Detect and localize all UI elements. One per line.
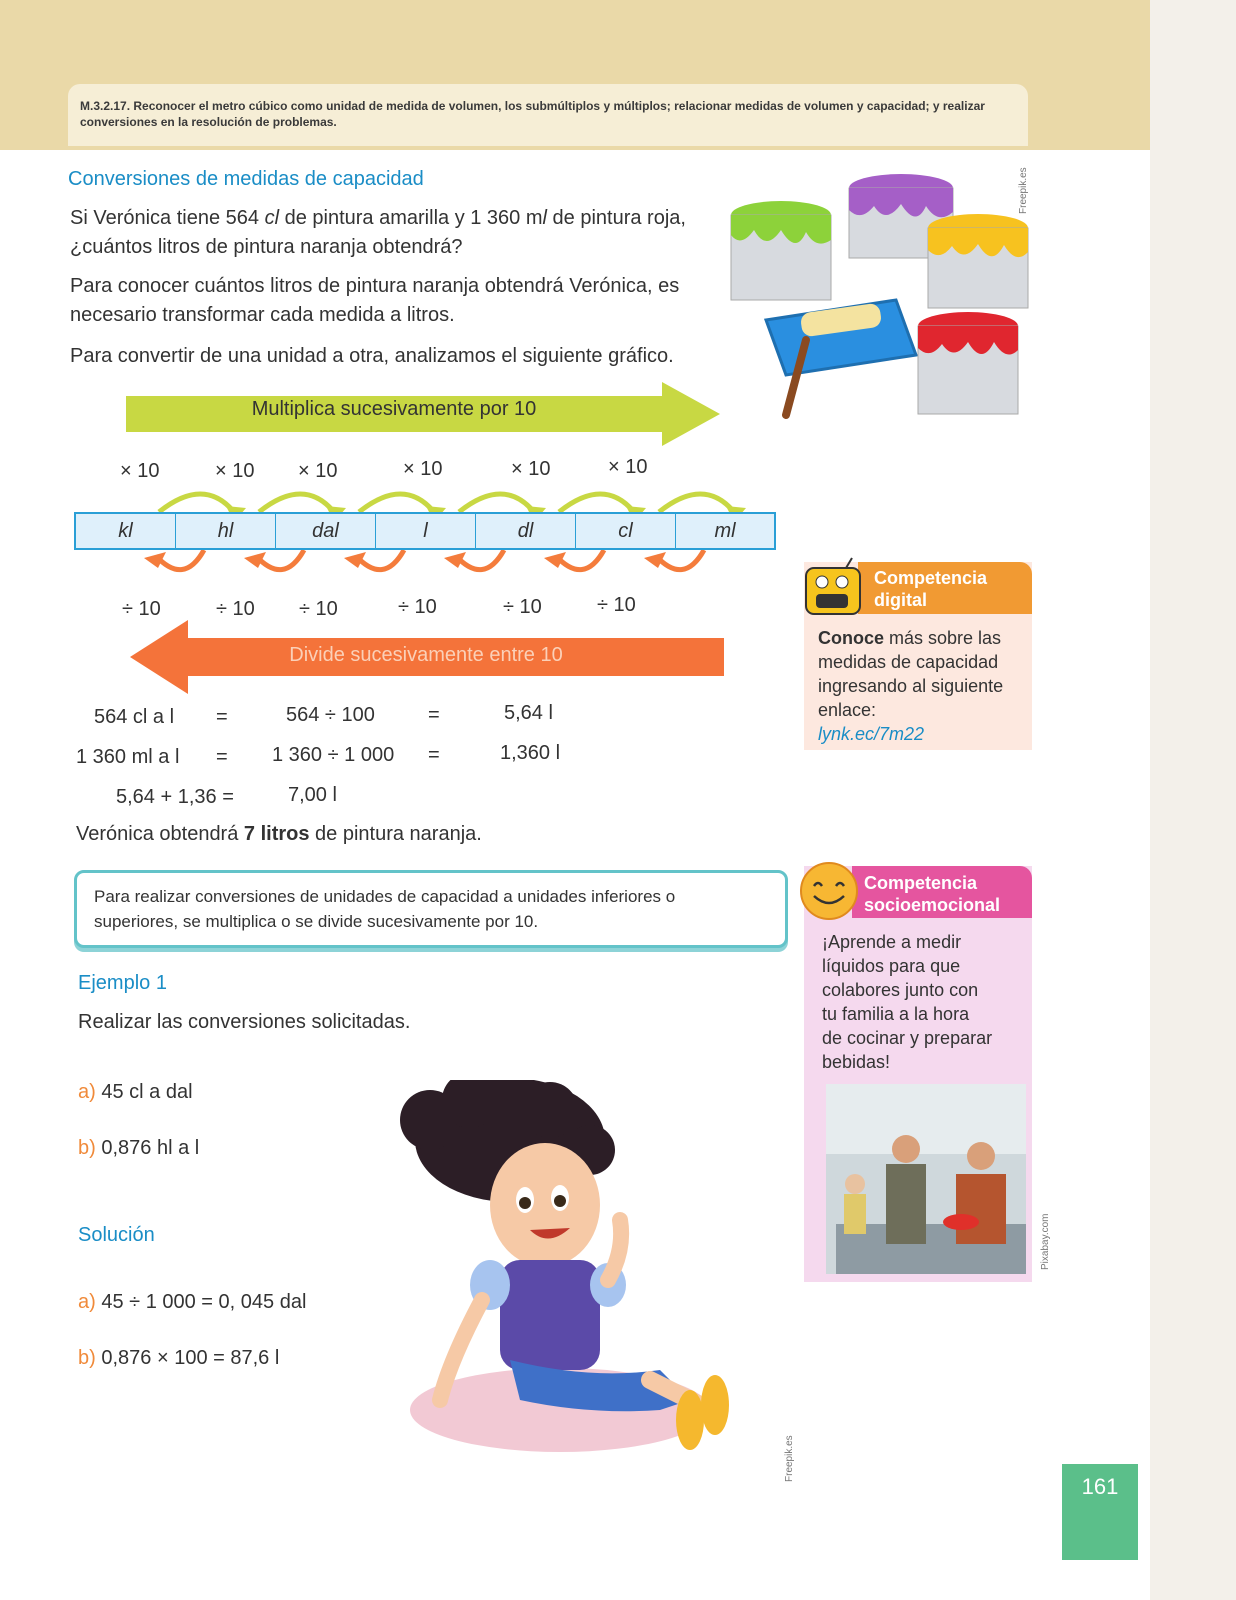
green-bucket bbox=[731, 201, 831, 300]
times-label: × 10 bbox=[298, 460, 338, 482]
socioemotional-text: ¡Aprende a medir líquidos para que colabores junto con tu familia a la hora de cocinar y preparar bebidas! bbox=[822, 932, 993, 1072]
robot-icon bbox=[802, 556, 864, 620]
times-label: × 10 bbox=[215, 460, 255, 482]
example-item-a: a) 45 cl a dal bbox=[78, 1081, 193, 1103]
calc-2-eq: = bbox=[216, 746, 228, 768]
smiley-icon bbox=[798, 860, 860, 922]
credit-girl: Freepik.es bbox=[784, 1435, 795, 1482]
calc-2-op: 1 360 ÷ 1 000 bbox=[272, 744, 395, 766]
example-item-b: b) 0,876 hl a l bbox=[78, 1137, 200, 1159]
unit-cell: cl bbox=[576, 514, 676, 548]
result-sentence: Verónica obtendrá 7 litros de pintura naranja. bbox=[76, 823, 482, 845]
times-label: × 10 bbox=[403, 458, 443, 480]
digital-title: Competencia digital bbox=[874, 568, 988, 610]
unit-cell: dal bbox=[276, 514, 376, 548]
yellow-bucket bbox=[928, 214, 1028, 308]
calc-1-eq2: = bbox=[428, 704, 440, 726]
rule-text: Para realizar conversiones de unidades de capacidad a unidades inferiores o superiores, se multiplica o se divide sucesivamente por 10. bbox=[94, 887, 676, 931]
example-title: Ejemplo 1 bbox=[78, 972, 167, 994]
solution-b: b) 0,876 × 100 = 87,6 l bbox=[78, 1347, 280, 1369]
socioemotional-title: Competencia socioemocional bbox=[864, 873, 1001, 915]
red-bucket bbox=[918, 312, 1018, 414]
girl-illustration bbox=[390, 1080, 750, 1470]
unit-cell: hl bbox=[176, 514, 276, 548]
unit-cell: l bbox=[376, 514, 476, 548]
unit-cell: ml bbox=[714, 519, 736, 542]
divide-label: ÷ 10 bbox=[503, 596, 542, 618]
credit-paint: Freepik.es bbox=[1018, 167, 1029, 214]
digital-text: Conoce más sobre las medidas de capacidad ingresando al siguiente enlace: lynk.ec/7m22 bbox=[818, 628, 1004, 744]
unit-strip bbox=[74, 512, 776, 550]
calc-1-op: 564 ÷ 100 bbox=[286, 704, 375, 726]
family-kitchen-photo bbox=[826, 1084, 1026, 1274]
solution-a: a) 45 ÷ 1 000 = 0, 045 dal bbox=[78, 1291, 307, 1313]
divide-label: ÷ 10 bbox=[299, 598, 338, 620]
solution-title: Solución bbox=[78, 1224, 155, 1246]
divide-label: ÷ 10 bbox=[122, 598, 161, 620]
example-instruction: Realizar las conversiones solicitadas. bbox=[78, 1011, 411, 1033]
unit-cell: dl bbox=[476, 514, 576, 548]
paint-buckets-illustration bbox=[726, 170, 1036, 432]
calc-2-eq2: = bbox=[428, 744, 440, 766]
section-title: Conversiones de medidas de capacidad bbox=[68, 168, 424, 190]
page-number: 161 bbox=[1062, 1464, 1138, 1560]
calc-1-result: 5,64 l bbox=[504, 702, 553, 724]
times-label: × 10 bbox=[120, 460, 160, 482]
calc-2-expr: 1 360 ml a l bbox=[76, 746, 180, 768]
divide-label: ÷ 10 bbox=[398, 596, 437, 618]
times-label: × 10 bbox=[511, 458, 551, 480]
divide-label-text: Divide sucesivamente entre 10 bbox=[289, 644, 563, 666]
page-edge bbox=[1150, 0, 1236, 1600]
calc-1-eq: = bbox=[216, 706, 228, 728]
calc-3-expr: 5,64 + 1,36 = bbox=[116, 786, 234, 808]
problem-explanation: Para conocer cuántos litros de pintura naranja obtendrá Verónica, es necesario transformar cada medida a litros. bbox=[70, 275, 680, 326]
unit-cell: kl bbox=[76, 514, 176, 548]
divide-label: ÷ 10 bbox=[597, 594, 636, 616]
problem-instruction: Para convertir de una unidad a otra, analizamos el siguiente gráfico. bbox=[70, 345, 674, 367]
times-label: × 10 bbox=[608, 456, 648, 478]
calc-1-expr: 564 cl a l bbox=[94, 706, 175, 728]
calc-3-result: 7,00 l bbox=[288, 784, 337, 806]
problem-question: Si Verónica tiene 564 cl de pintura amarilla y 1 360 ml de pintura roja, ¿cuántos litros de pintura naranja obtendrá? bbox=[70, 207, 686, 258]
credit-family: Pixabay.com bbox=[1040, 1213, 1051, 1270]
digital-link[interactable]: lynk.ec/7m22 bbox=[818, 724, 925, 744]
divide-label: ÷ 10 bbox=[216, 598, 255, 620]
learning-outcome: M.3.2.17. Reconocer el metro cúbico como unidad de medida de volumen, los submúltiplos y múltiplos; relacionar medidas de volumen y capacidad; y realizar conversiones en la resolución de problemas. bbox=[80, 99, 985, 129]
calc-2-result: 1,360 l bbox=[500, 742, 561, 764]
multiply-label: Multiplica sucesivamente por 10 bbox=[251, 398, 537, 420]
